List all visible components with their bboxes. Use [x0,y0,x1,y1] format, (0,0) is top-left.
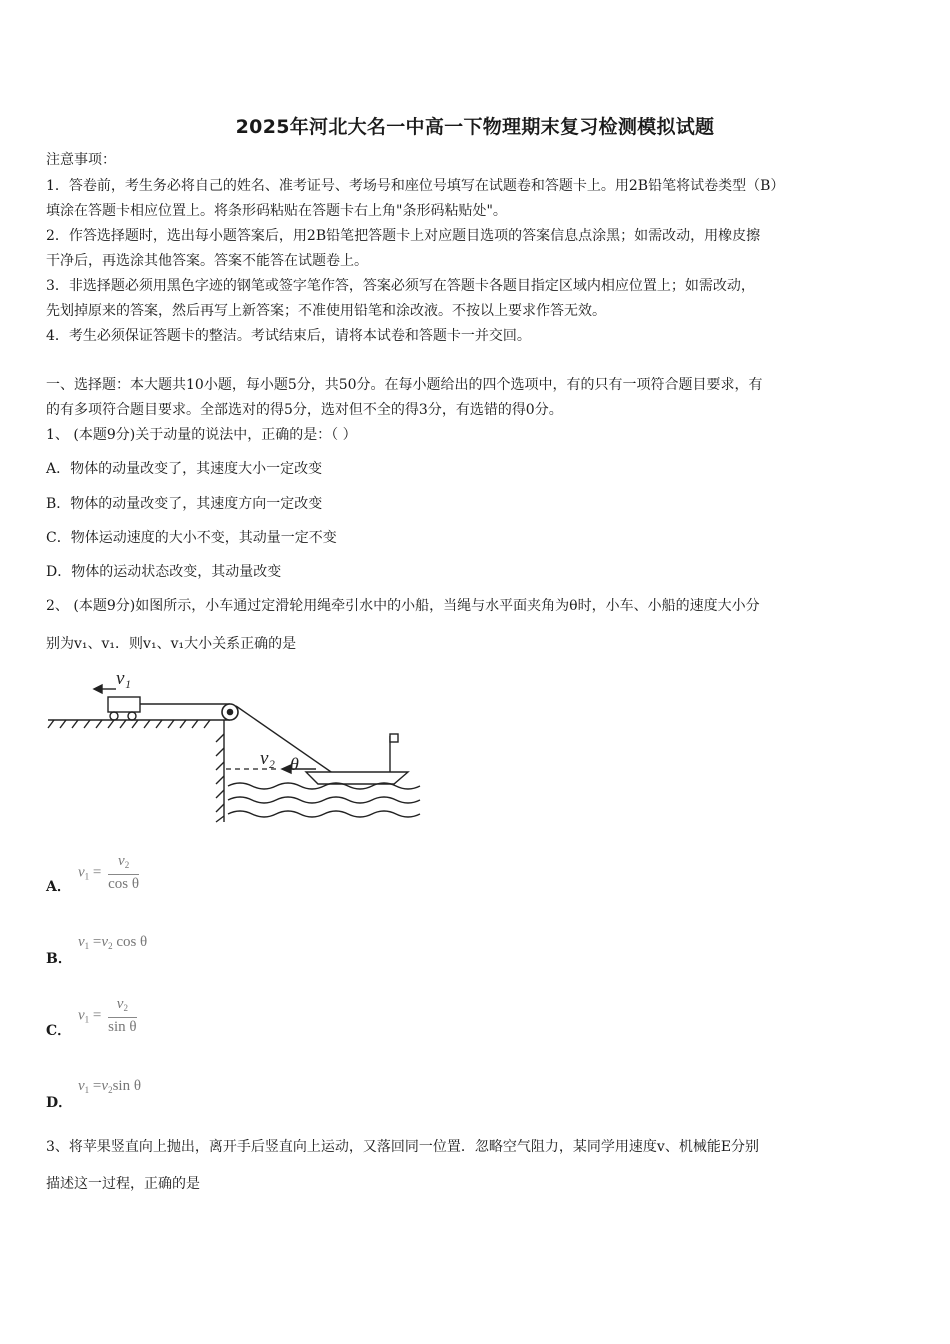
notice-item-4: 4．考生必须保证答题卡的整洁。考试结束后，请将本试卷和答题卡一并交回。 [46,328,531,344]
section-instructions-cont: 的有多项符合题目要求。全部选对的得5分，选对但不全的得3分，有选错的得0分。 [46,402,563,418]
q2-option-d-formula: $v_1 =v_2\sin$ θ [78,1078,142,1095]
question-2-stem-cont: 别为v₁、v₁．则v₁、v₁大小关系正确的是 [46,636,297,652]
v2-label: v₂ [260,748,276,769]
fraction-denominator: cos θ [108,876,140,892]
water-waves [228,783,420,817]
formula-v: v [78,864,85,881]
notice-item-1: 1．答卷前，考生务必将自己的姓名、准考证号、考场号和座位号填写在试题卷和答题卡上。用2B铅笔将试卷类型（B） [46,178,785,194]
notice-item-3-cont: 先划掉原来的答案，然后再写上新答案；不准使用铅笔和涂改液。不按以上要求作答无效。 [46,303,606,319]
notice-item-2-cont: 干净后，再选涂其他答案。答案不能答在试题卷上。 [46,253,368,269]
question-1-option-b: B．物体的动量改变了，其速度方向一定改变 [46,496,323,512]
q2-option-a-formula [78,853,139,893]
q2-option-c-formula: $v_1$ = $\frac{v_2}{\text{sin θ}}$ [78,996,137,1035]
theta-label: θ [290,754,299,774]
q2-option-c-label: C． [46,1023,72,1039]
q2-option-d-label: D． [46,1095,73,1111]
q2-option-b-label: B． [46,951,72,967]
notice-heading: 注意事项： [46,152,116,168]
pulley [222,704,238,720]
question-2-stem: 2、 (本题9分)如图所示，小车通过定滑轮用绳牵引水中的小船，当绳与水平面夹角为θ时，小车、小船的速度大小分 [46,598,760,614]
v1-arrow [94,685,116,693]
question-1-option-d: D．物体的运动状态改变，其动量改变 [46,564,282,580]
q2-option-a-label: A． [46,879,71,895]
cliff-wall [216,720,224,822]
notice-item-1-cont: 填涂在答题卡相应位置上。将条形码粘贴在答题卡右上角"条形码粘贴处"。 [46,203,507,219]
cart [108,697,140,720]
fraction [108,853,139,893]
notice-item-3: 3．非选择题必须用黑色字迹的钢笔或签字笔作答，答案必须写在答题卡各题目指定区域内相应位置上；如需改动， [46,278,755,294]
formula-sub: 1 [84,871,90,882]
q2-option-b-formula: $v_1 =v_2$ cos θ [78,934,148,951]
question-1-option-c: C．物体运动速度的大小不变，其动量一定不变 [46,530,337,546]
question-3-stem: 3、将苹果竖直向上抛出，离开手后竖直向上运动，又落回同一位置．忽略空气阻力，某同学用速度v、机械能E分别 [46,1139,760,1155]
question-3-stem-cont: 描述这一过程，正确的是 [46,1176,200,1192]
question-1-option-a: A．物体的动量改变了，其速度大小一定改变 [46,461,323,477]
boat [306,734,408,784]
fraction-numerator: $v_2$ [108,853,139,875]
v1-label: v₁ [116,668,132,689]
ground-surface [48,720,230,728]
section-instructions: 一、选择题：本大题共10小题，每小题5分，共50分。在每小题给出的四个选项中，有的只有一项符合题目要求，有 [46,377,763,393]
fraction: $\frac{v_2}{\text{sin θ}}$ [108,996,137,1035]
rope-slanted [236,706,334,774]
page-title: 2025年河北大名一中高一下物理期末复习检测模拟试题 [235,116,715,138]
pulley-boat-figure [44,664,424,829]
formula-eq: = [92,864,102,881]
question-1-stem: 1、 (本题9分)关于动量的说法中，正确的是：（ ） [46,427,357,443]
notice-item-2: 2．作答选择题时，选出每小题答案后，用2B铅笔把答题卡上对应题目选项的答案信息点涂黑；如需改动，用橡皮擦 [46,228,761,244]
